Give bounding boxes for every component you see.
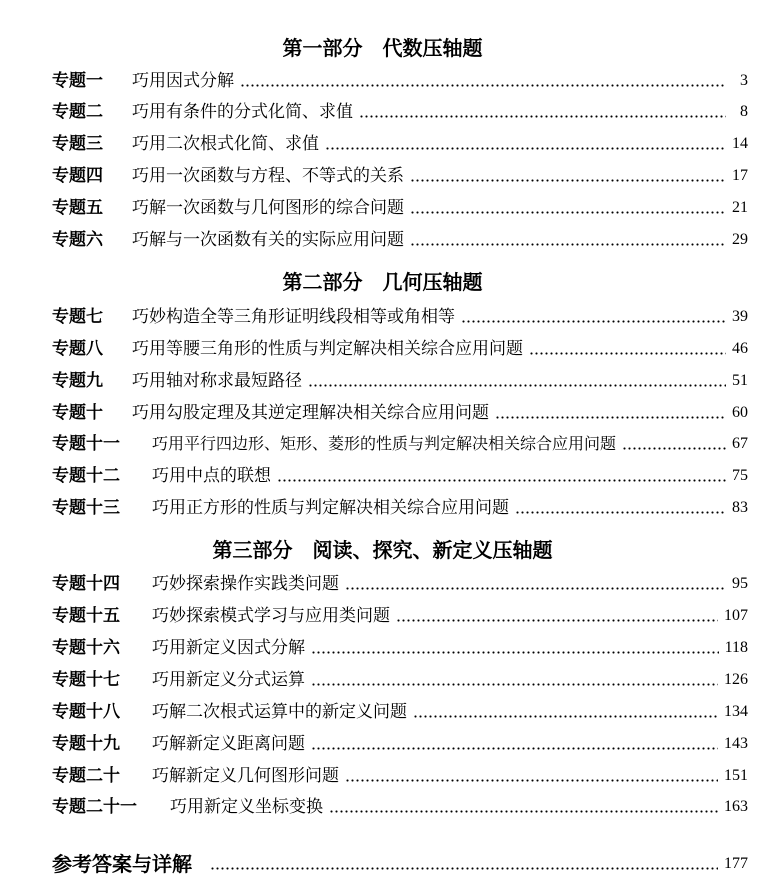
page-number: 126 xyxy=(724,671,748,688)
section-heading-1: 第一部分 代数压轴题 xyxy=(282,36,483,60)
leader-dots xyxy=(240,84,726,87)
topic-number: 专题十三 xyxy=(52,498,120,518)
topic-number: 专题六 xyxy=(52,230,103,250)
leader-dots xyxy=(311,747,718,750)
topic-title: 巧用等腰三角形的性质与判定解决相关综合应用问题 xyxy=(132,339,523,359)
topic-title: 巧用新定义因式分解 xyxy=(152,638,305,658)
topic-number: 专题八 xyxy=(52,339,103,359)
topic-title: 巧解新定义几何图形问题 xyxy=(152,766,339,786)
topic-title: 巧用新定义坐标变换 xyxy=(170,797,323,817)
page-number: 29 xyxy=(732,231,748,248)
page-number: 46 xyxy=(732,340,748,357)
leader-dots xyxy=(308,384,726,387)
page-number: 67 xyxy=(732,435,748,452)
leader-dots xyxy=(410,211,726,214)
page-number: 60 xyxy=(732,404,748,421)
topic-title: 巧用中点的联想 xyxy=(152,466,271,486)
leader-dots xyxy=(210,867,718,870)
leader-dots xyxy=(410,243,726,246)
topic-number: 专题十 xyxy=(52,403,103,423)
topic-title: 巧用一次函数与方程、不等式的关系 xyxy=(132,166,404,186)
topic-number: 专题二 xyxy=(52,102,103,122)
topic-number: 专题九 xyxy=(52,371,103,391)
topic-title: 巧用二次根式化简、求值 xyxy=(132,134,319,154)
page-number: 39 xyxy=(732,308,748,325)
topic-number: 专题十四 xyxy=(52,574,120,594)
toc-entry[interactable] xyxy=(52,572,748,596)
page-number: 17 xyxy=(732,167,748,184)
toc-entry[interactable] xyxy=(52,764,748,788)
leader-dots xyxy=(345,587,726,590)
leader-dots xyxy=(413,715,718,718)
page-number: 134 xyxy=(724,703,748,720)
page-number: 83 xyxy=(732,499,748,516)
section-heading-2: 第二部分 几何压轴题 xyxy=(282,270,483,294)
toc-entry[interactable] xyxy=(52,604,748,628)
leader-dots xyxy=(461,320,726,323)
page-number: 163 xyxy=(724,798,748,815)
toc-entry[interactable] xyxy=(52,401,748,425)
leader-dots xyxy=(410,179,726,182)
answers-entry[interactable] xyxy=(52,852,748,876)
topic-number: 专题四 xyxy=(52,166,103,186)
page-number: 177 xyxy=(724,855,748,872)
page-number: 51 xyxy=(732,372,748,389)
topic-title: 巧用平行四边形、矩形、菱形的性质与判定解决相关综合应用问题 xyxy=(152,434,617,453)
leader-dots xyxy=(515,511,726,514)
topic-title: 巧用有条件的分式化简、求值 xyxy=(132,102,353,122)
topic-title: 巧解新定义距离问题 xyxy=(152,734,305,754)
leader-dots xyxy=(345,779,718,782)
leader-dots xyxy=(622,447,726,450)
topic-number: 专题五 xyxy=(52,198,103,218)
topic-number: 专题二十 xyxy=(52,766,120,786)
toc-entry[interactable] xyxy=(52,337,748,361)
topic-number: 专题十二 xyxy=(52,466,120,486)
toc-entry[interactable] xyxy=(52,228,748,252)
topic-title: 巧解一次函数与几何图形的综合问题 xyxy=(132,198,404,218)
topic-number: 专题十五 xyxy=(52,606,120,626)
leader-dots xyxy=(359,115,726,118)
topic-title: 巧妙探索操作实践类问题 xyxy=(152,574,339,594)
toc-entry[interactable] xyxy=(52,132,748,156)
toc-entry[interactable] xyxy=(52,432,748,456)
leader-dots xyxy=(325,147,726,150)
topic-number: 专题十一 xyxy=(52,434,120,454)
section-heading-3: 第三部分 阅读、探究、新定义压轴题 xyxy=(212,538,553,562)
topic-title: 巧用因式分解 xyxy=(132,71,234,91)
topic-number: 专题二十一 xyxy=(52,797,137,817)
topic-number: 专题十八 xyxy=(52,702,120,722)
topic-number: 专题十七 xyxy=(52,670,120,690)
page-number: 3 xyxy=(740,72,748,89)
topic-title: 巧用正方形的性质与判定解决相关综合应用问题 xyxy=(152,498,509,518)
page-number: 107 xyxy=(724,607,748,624)
toc-entry[interactable] xyxy=(52,100,748,124)
topic-number: 专题十九 xyxy=(52,734,120,754)
toc-entry[interactable] xyxy=(52,69,748,93)
toc-entry[interactable] xyxy=(52,196,748,220)
leader-dots xyxy=(396,619,718,622)
toc-entry[interactable] xyxy=(52,732,748,756)
topic-number: 专题三 xyxy=(52,134,103,154)
leader-dots xyxy=(277,479,726,482)
topic-title: 巧妙探索模式学习与应用类问题 xyxy=(152,606,390,626)
toc-entry[interactable] xyxy=(52,464,748,488)
toc-entry[interactable] xyxy=(52,795,748,819)
topic-title: 巧解二次根式运算中的新定义问题 xyxy=(152,702,407,722)
leader-dots xyxy=(529,352,726,355)
page-number: 75 xyxy=(732,467,748,484)
topic-number: 专题一 xyxy=(52,71,103,91)
topic-title: 巧用新定义分式运算 xyxy=(152,670,305,690)
toc-entry[interactable] xyxy=(52,496,748,520)
leader-dots xyxy=(311,651,719,654)
toc-entry[interactable] xyxy=(52,668,748,692)
page-number: 118 xyxy=(724,639,748,656)
topic-title: 巧用轴对称求最短路径 xyxy=(132,371,302,391)
page-number: 143 xyxy=(724,735,748,752)
page-number: 21 xyxy=(732,199,748,216)
toc-entry[interactable] xyxy=(52,369,748,393)
page-number: 95 xyxy=(732,575,748,592)
page-number: 14 xyxy=(732,135,748,152)
toc-entry[interactable] xyxy=(52,700,748,724)
toc-entry[interactable] xyxy=(52,305,748,329)
leader-dots xyxy=(495,416,726,419)
topic-number: 专题十六 xyxy=(52,638,120,658)
leader-dots xyxy=(311,683,718,686)
topic-title: 巧用勾股定理及其逆定理解决相关综合应用问题 xyxy=(132,403,489,423)
topic-title: 巧解与一次函数有关的实际应用问题 xyxy=(132,230,404,250)
topic-number: 专题七 xyxy=(52,307,103,327)
topic-title: 巧妙构造全等三角形证明线段相等或角相等 xyxy=(132,307,455,327)
toc-entry[interactable] xyxy=(52,636,748,660)
toc-entry[interactable] xyxy=(52,164,748,188)
page-number: 151 xyxy=(724,767,748,784)
leader-dots xyxy=(329,810,718,813)
page-number: 8 xyxy=(740,103,748,120)
answers-title: 参考答案与详解 xyxy=(52,852,192,876)
